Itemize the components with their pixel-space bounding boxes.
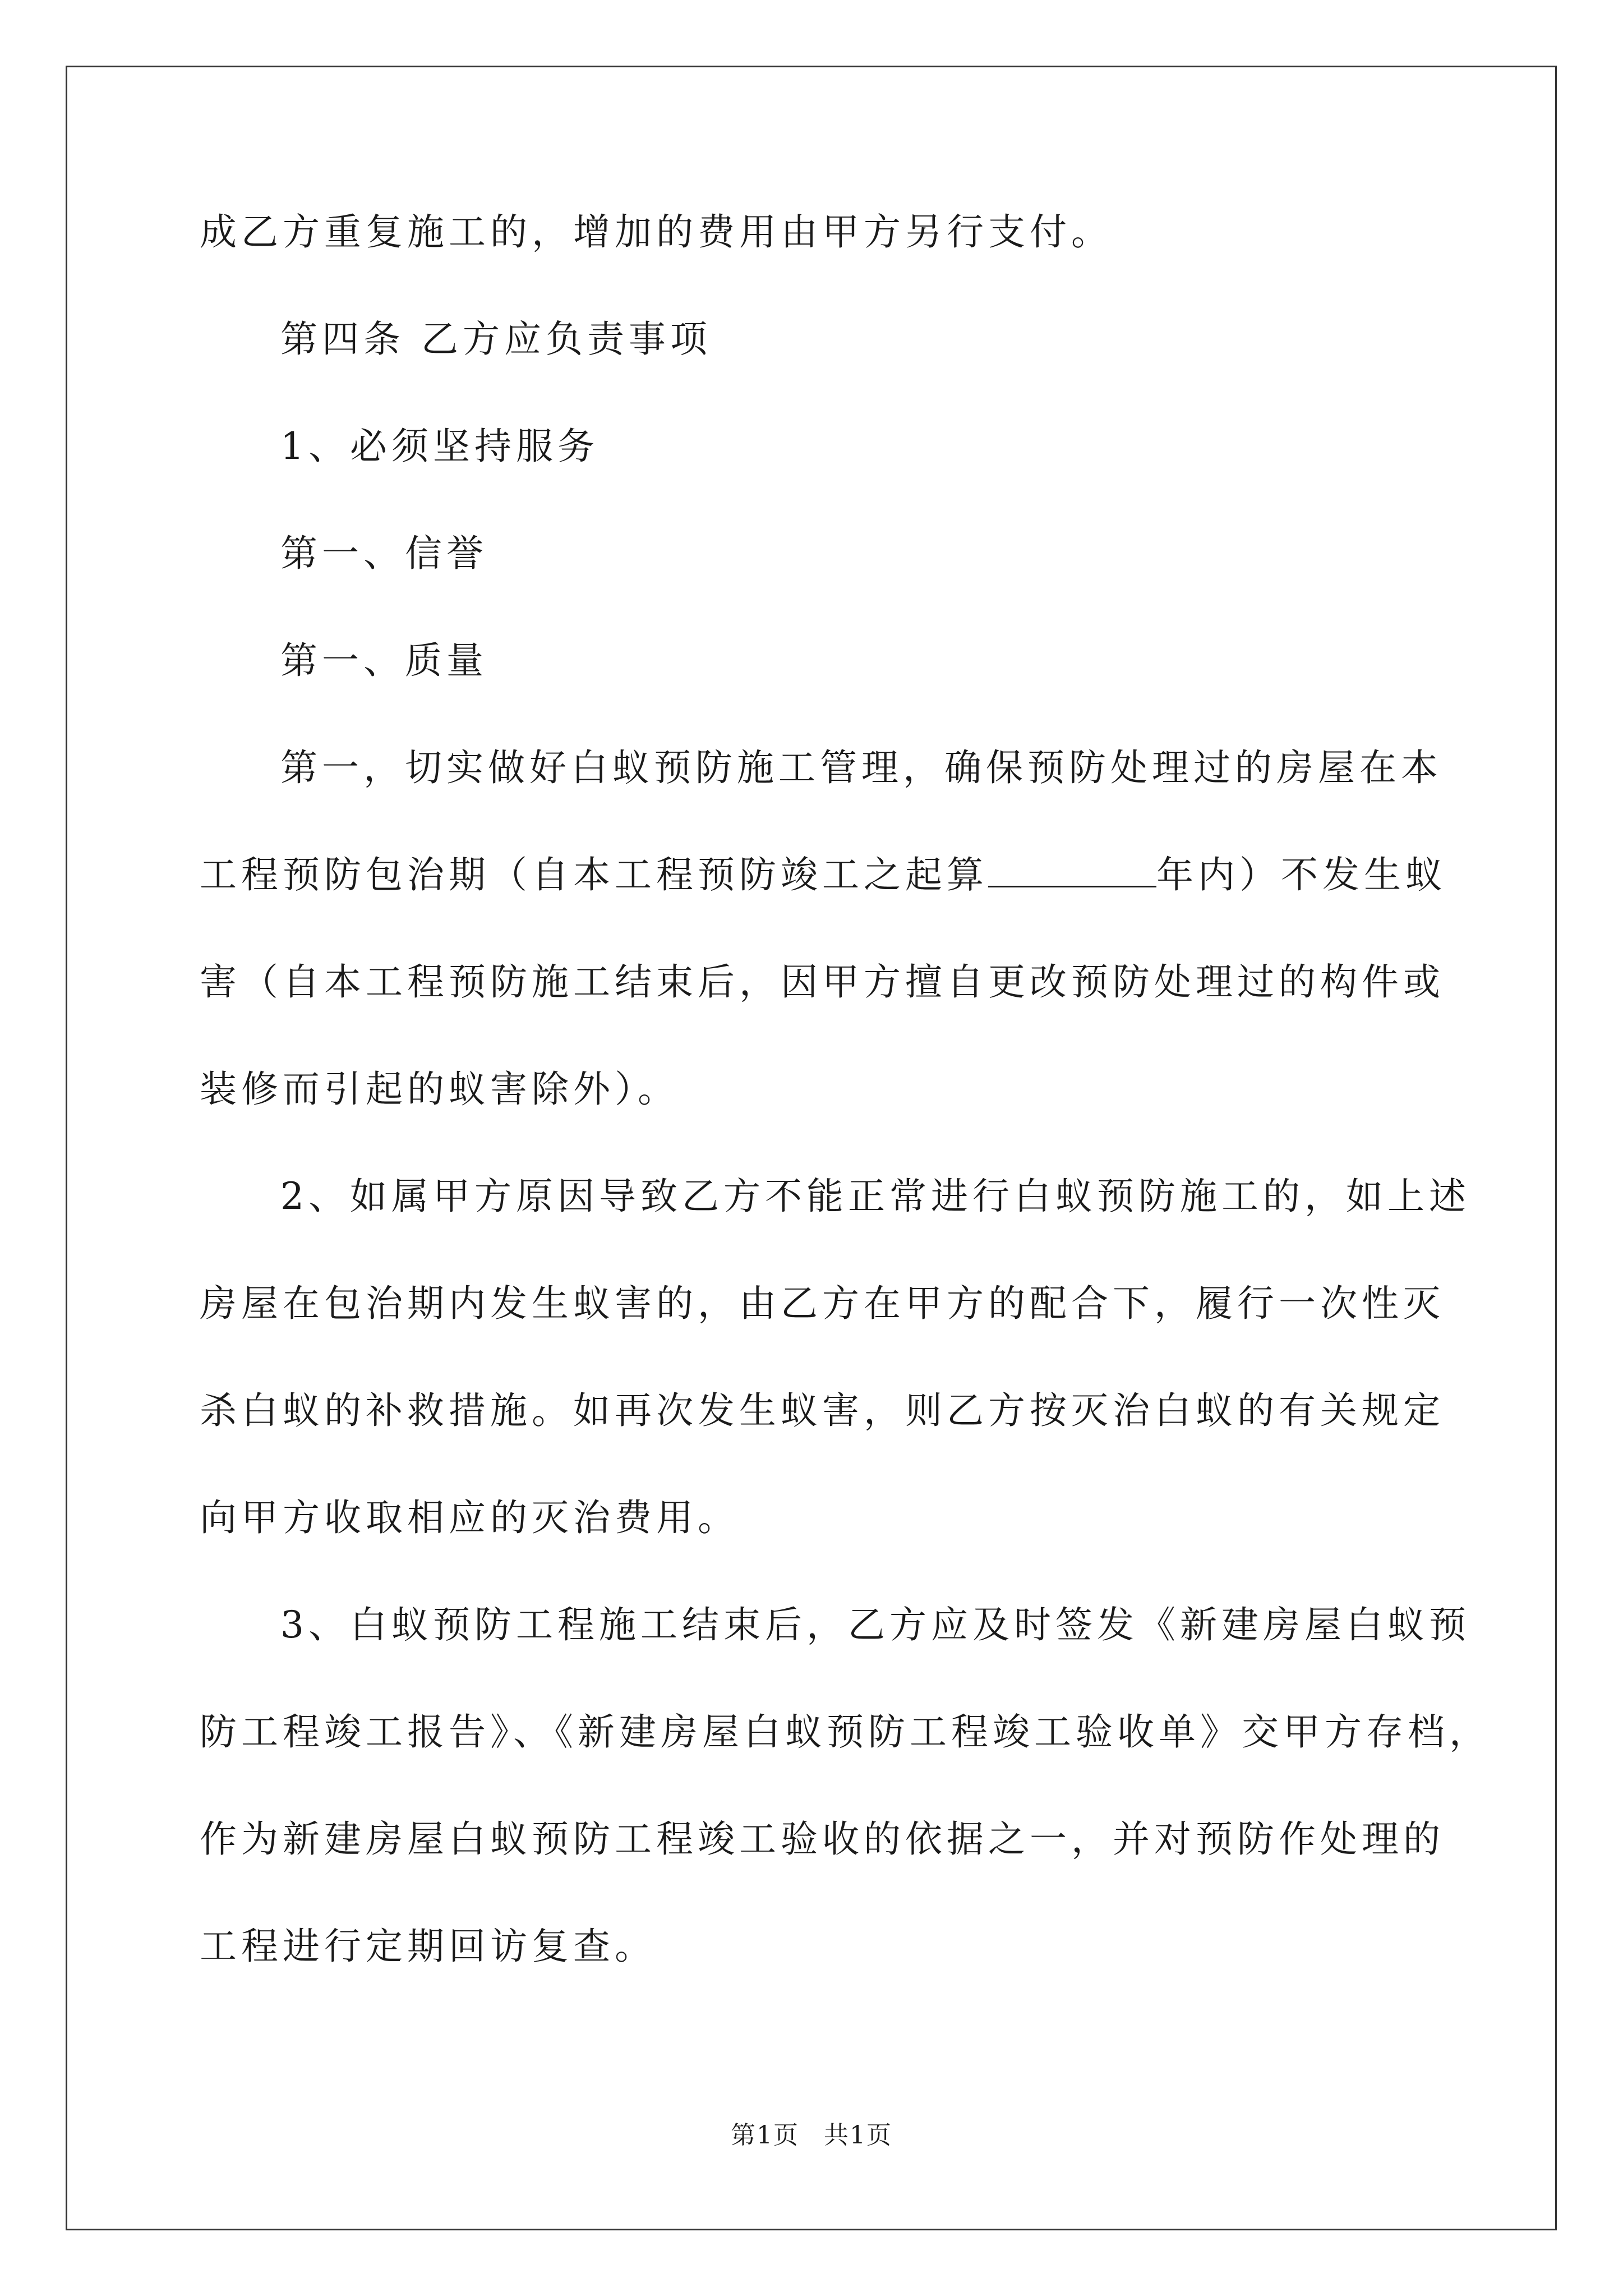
text-line: 向甲方收取相应的灭治费用。 — [200, 1496, 739, 1539]
text-line: 第一，切实做好白蚁预防施工管理，确保预防处理过的房屋在本 — [280, 746, 1442, 789]
text-line: 房屋在包治期内发生蚁害的，由乙方在甲方的配合下，履行一次性灭 — [200, 1282, 1445, 1325]
text-line — [200, 845, 1447, 898]
text-line: 防工程竣工报告》、《新建房屋白蚁预防工程竣工验收单》交甲方存档， — [200, 1710, 1491, 1754]
text-line: 作为新建房屋白蚁预防工程竣工验收的依据之一，并对预防作处理的 — [200, 1818, 1445, 1861]
page-border — [66, 66, 1557, 2230]
list-item: 第一、质量 — [280, 639, 488, 682]
text-fragment: 工程预防包治期（自本工程预防竣工之起算 — [200, 853, 988, 896]
list-item: 1、必须坚持服务 — [280, 425, 599, 468]
section-heading: 第四条 乙方应负责事项 — [280, 318, 712, 361]
text-fragment: 年内）不发生蚁 — [1156, 853, 1447, 896]
text-line: 害（自本工程预防施工结束后，因甲方擅自更改预防处理过的构件或 — [200, 960, 1445, 1004]
text-line: 装修而引起的蚁害除外）。 — [200, 1068, 679, 1111]
page-footer — [0, 2115, 1623, 2151]
list-item: 第一、信誉 — [280, 532, 488, 575]
text-line: 2、如属甲方原因导致乙方不能正常进行白蚁预防施工的，如上述 — [280, 1175, 1470, 1218]
text-line: 3、白蚁预防工程施工结束后，乙方应及时签发《新建房屋白蚁预 — [280, 1603, 1470, 1646]
text-line: 杀白蚁的补救措施。如再次发生蚁害，则乙方按灭治白蚁的有关规定 — [200, 1389, 1445, 1432]
text-line: 成乙方重复施工的，增加的费用由甲方另行支付。 — [200, 210, 1113, 254]
text-line: 工程进行定期回访复查。 — [200, 1925, 656, 1968]
page-total: 共1页 — [824, 2121, 892, 2150]
page-number: 第1页 — [731, 2121, 799, 2150]
fill-in-blank — [988, 886, 1156, 887]
